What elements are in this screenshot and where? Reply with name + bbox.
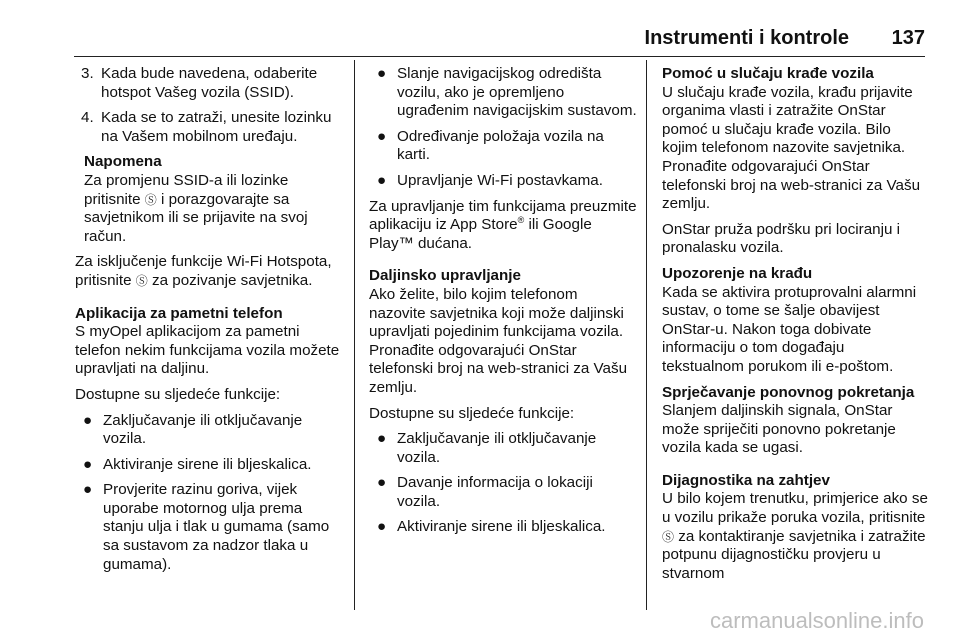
list-item-step-4 [75, 109, 343, 146]
list-item: ● Provjerite razinu goriva, vijek uporabe motornog ulja prema stanju ulja i tlak u gumama (samo sa sustavom za nadzor tlaka u gumama). [83, 481, 330, 573]
app-paragraph: S myOpel aplikacijom za pametni telefon nekim funkcijama vozila možete upravljati na daljinu. [75, 323, 340, 378]
bullet-icon: ● [377, 171, 387, 189]
section-heading-theft: Pomoć u slučaju krađe vozila [662, 65, 874, 82]
column-1 [75, 65, 343, 581]
column-2 [369, 65, 637, 544]
section-heading-diagnostics: Dijagnostika na zahtjev [662, 471, 830, 489]
remote-paragraph: Ako želite, bilo kojim telefonom nazovite savjetnika koji može daljinski upravljati pojedinim funkcijama vozila. Pronađite odgovarajući OnStar telefonski broj na web-stranici za Vašu zemlju. [369, 285, 628, 396]
list-item: ● Aktiviranje sirene ili bljeskalica. [83, 455, 312, 473]
section-heading-remote: Daljinsko upravljanje [369, 267, 521, 285]
theft-paragraph: U slučaju krađe vozila, krađu prijavite organima vlasti i zatražite OnStar pomoć u slučaju krađe vozila. Bilo kojim telefonom nazovite savjetnika. Pronađite odgovarajući OnStar telefonski broj na web-stranici za Vašu zemlju. [662, 83, 921, 213]
onstar-service-button-icon: Ⓢ [144, 192, 157, 207]
step-number: 4. [81, 109, 94, 127]
watermark: carmanualsonline.info [709, 608, 924, 633]
restart-paragraph: Slanjem daljinskih signala, OnStar može spriječiti ponovno pokretanje vozila kada se ugasi. [662, 402, 896, 457]
wifi-off-paragraph: Za isključenje funkcije Wi-Fi Hotspota, pritisnite Ⓢ za pozivanje savjetnika. [75, 253, 332, 289]
section-heading-restart: Sprječavanje ponovnog pokretanja [662, 383, 915, 401]
section-heading-alert: Upozorenje na krađu [662, 264, 813, 282]
bullet-icon: ● [377, 127, 387, 145]
available-functions-label: Dostupne su sljedeće funkcije: [369, 404, 575, 422]
list-item: ● Zaključavanje ili otključavanje vozila. [83, 411, 303, 448]
column-divider-2 [646, 60, 647, 610]
bullet-icon: ● [83, 481, 93, 499]
available-functions-label: Dostupne su sljedeće funkcije: [75, 385, 281, 403]
diagnostics-paragraph: U bilo kojem trenutku, primjerice ako se u vozilu prikaže poruka vozila, pritisnite Ⓢ za kontaktiranje savjetnika i zatražite potpunu dijagnostičku provjeru u stvarnom [662, 490, 928, 582]
onstar-service-button-icon: Ⓢ [135, 273, 148, 288]
page-number: 137 [891, 27, 925, 49]
list-item-step-3 [75, 65, 343, 102]
page-title: Instrumenti i kontrole [644, 27, 849, 49]
note-text: Za promjenu SSID-a ili lozinke pritisnite Ⓢ i porazgovarajte sa savjetnikom ili se prijavite na svoj račun. [84, 171, 308, 245]
column-divider-1 [354, 60, 355, 610]
bullet-icon: ● [377, 65, 387, 82]
page-header [74, 22, 925, 57]
bullet-icon: ● [377, 430, 387, 448]
note-box [75, 153, 343, 246]
list-item: ● Slanje navigacijskog odredišta vozilu, ako je opremljeno ugrađenim navigacijskim sustavom. [377, 65, 637, 120]
bullet-icon: ● [377, 518, 387, 536]
manage-paragraph: Za upravljanje tim funkcijama preuzmite aplikaciju iz App Store® ili Google Play™ dućana. [369, 197, 637, 252]
list-item: ● Davanje informacija o lokaciji vozila. [377, 474, 593, 510]
step-text: Kada bude navedena, odaberite hotspot Vašeg vozila (SSID). [101, 65, 318, 101]
column-3 [662, 65, 928, 590]
list-item: ● Zaključavanje ili otključavanje vozila. [377, 430, 597, 466]
step-number: 3. [81, 65, 94, 82]
bullet-icon: ● [83, 455, 93, 473]
list-item: ● Određivanje položaja vozila na karti. [377, 127, 604, 164]
note-title: Napomena [84, 153, 162, 171]
alert-paragraph: Kada se aktivira protuprovalni alarmni sustav, o tome se šalje obavijest OnStar-u. Nakon toga dobivate informaciju o tom događaju tekstualnom porukom ili e-poštom. [662, 283, 917, 375]
list-item: ● Aktiviranje sirene ili bljeskalica. [377, 518, 606, 536]
theft-support-paragraph: OnStar pruža podršku pri lociranju i pronalasku vozila. [662, 220, 901, 257]
list-item: ● Upravljanje Wi-Fi postavkama. [377, 171, 603, 189]
step-text: Kada se to zatraži, unesite lozinku na Vašem mobilnom uređaju. [101, 109, 332, 145]
bullet-icon: ● [83, 411, 93, 429]
onstar-service-button-icon: Ⓢ [662, 529, 675, 544]
section-heading-app: Aplikacija za pametni telefon [75, 304, 283, 322]
bullet-icon: ● [377, 474, 387, 492]
